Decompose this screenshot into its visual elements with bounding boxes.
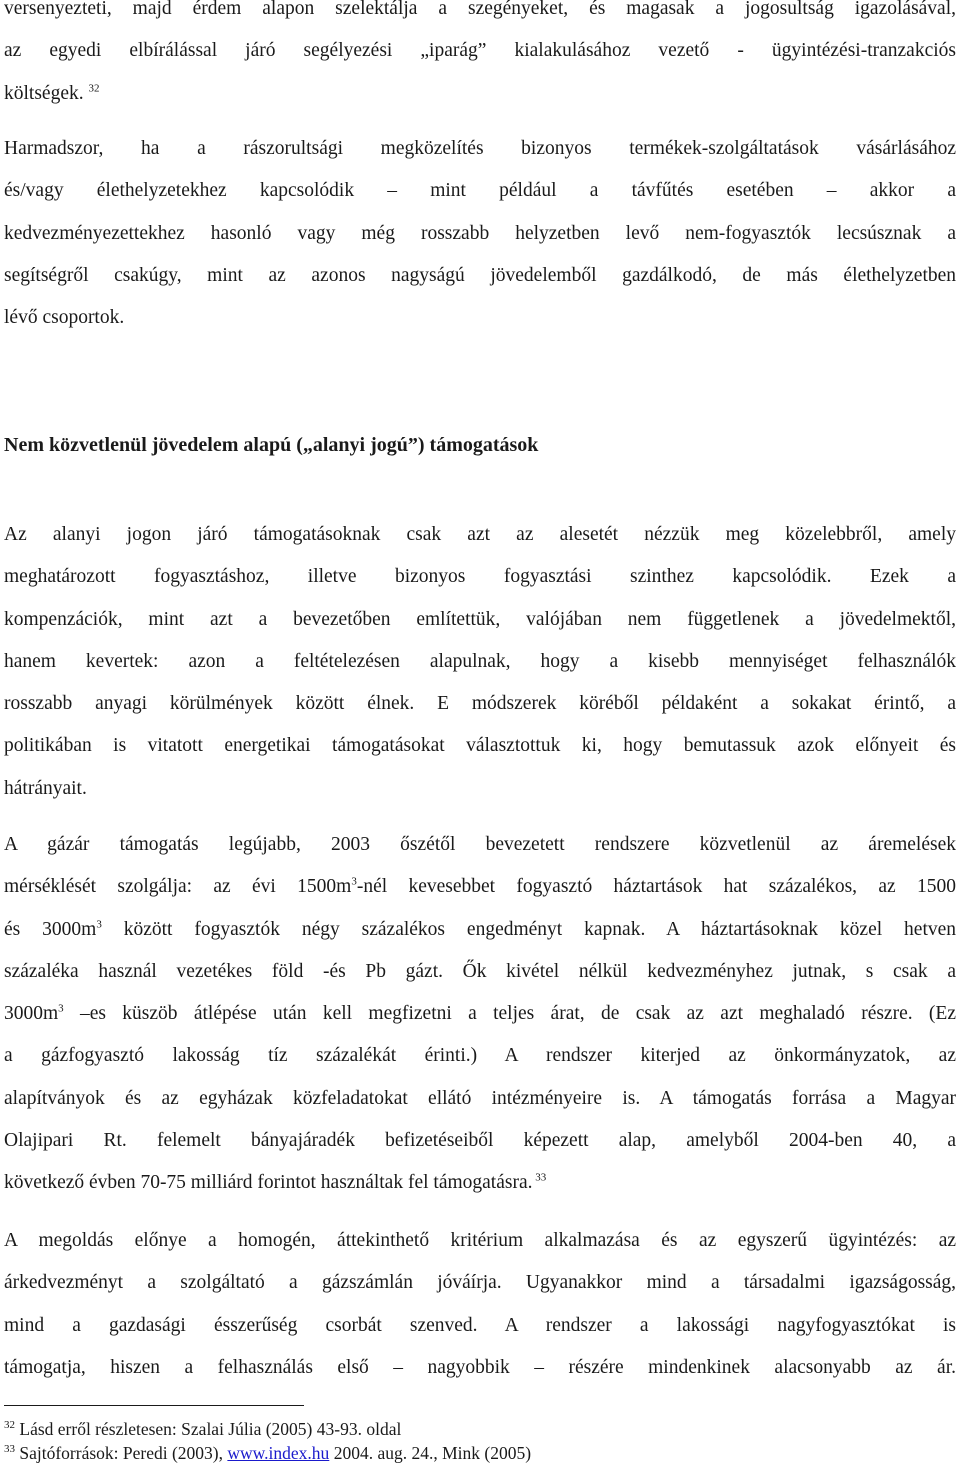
text-line: százaléka használ vezetékes föld -és Pb gázt. Ők kivétel nélkül kedvezményhez jutnak, s csak a <box>4 960 956 982</box>
text-line: Harmadszor, ha a rászorultsági megközelítés bizonyos termékek-szolgáltatások vásárlásához <box>4 138 957 159</box>
paragraph-megoldas <box>4 1220 956 1389</box>
text-line: Az alanyi jogon járó támogatásoknak csak azt az alesetét nézzük meg közelebbről, amely <box>4 524 956 545</box>
section-heading: Nem közvetlenül jövedelem alapú („alanyi jogú”) támogatások <box>4 434 539 456</box>
text-fragment: -nél kevesebbet fogyasztó háztartások hat százalékos, az 1500 <box>356 876 956 898</box>
text-line: árkedvezményt a szolgáltató a gázszámlán jóváírja. Ugyanakkor mind a társadalmi igazságosság, <box>4 1272 957 1294</box>
superscript: 3 <box>96 918 102 931</box>
footnote-ref-33: 33 <box>532 1171 547 1184</box>
footnote-separator <box>4 1405 304 1406</box>
paragraph-alanyi <box>4 514 956 810</box>
footnote-32 <box>4 1418 956 1440</box>
footnote-number: 32 <box>4 1419 15 1432</box>
text-fragment: –es küszöb átlépése után kell megfizetni a teljes árat, de csak az azt meghaladó részre. (Ez <box>63 1003 956 1025</box>
text-line: rosszabb anyagi körülmények között élnek. E módszerek köréből példaként a sokakat érintő, a <box>4 693 956 715</box>
footnote-text: 2004. aug. 24., Mink (2005) <box>329 1443 532 1463</box>
paragraph-gazar <box>4 824 956 1205</box>
footnote-link[interactable]: www.index.hu <box>227 1443 330 1463</box>
text-line: és/vagy élethelyzetekhez kapcsolódik – mint például a távfűtés esetében – akkor a <box>4 180 956 202</box>
paragraph-third-point <box>4 128 956 339</box>
text-line <box>4 1162 956 1204</box>
text-line <box>4 73 956 115</box>
text-line: versenyezteti, majd érdem alapon szelektálja a szegényeket, és magasak a jogosultság igazolásával, <box>4 0 957 19</box>
text-fragment: mérséklését szolgálja: az évi 1500m <box>4 876 352 898</box>
text-fragment: és 3000m <box>4 918 97 940</box>
text-line: meghatározott fogyasztáshoz, illetve bizonyos fogyasztási szinthez kapcsolódik. Ezek a <box>4 566 956 588</box>
footnote-ref-32: 32 <box>88 82 100 95</box>
superscript: 3 <box>351 875 357 888</box>
text-line: kompenzációk, mint azt a bevezetőben említettük, valójában nem függetlenek a jövedelmektől, <box>4 608 956 630</box>
text-fragment: következő évben 70-75 milliárd forintot használtak fel támogatásra. <box>4 1172 533 1194</box>
text-line: lévő csoportok. <box>4 307 125 329</box>
text-fragment: 3000m <box>4 1003 59 1025</box>
footnote-text: Sajtóforrások: Peredi (2003), <box>15 1443 228 1463</box>
text-line: támogatja, hiszen a felhasználás első – nagyobbik – részére mindenkinek alacsonyabb az ár. <box>4 1356 956 1378</box>
text-fragment: költségek. <box>4 82 84 104</box>
text-line: politikában is vitatott energetikai támogatásokat választottuk ki, hogy bemutassuk azok előnyeit és <box>4 735 956 757</box>
text-line <box>4 909 956 951</box>
footnote-text: Lásd erről részletesen: Szalai Júlia (2005) 43-93. oldal <box>15 1419 402 1439</box>
text-line: mind a gazdasági ésszerűség csorbát szenved. A rendszer a lakossági nagyfogyasztókat is <box>4 1314 956 1336</box>
paragraph-intro <box>4 0 956 115</box>
text-line: hanem kevertek: azon a feltételezésen alapulnak, hogy a kisebb mennyiséget felhasználók <box>4 650 956 672</box>
text-line: hátrányait. <box>4 777 87 799</box>
text-line: a gázfogyasztó lakosság tíz százalékát érinti.) A rendszer kiterjed az önkormányzatok, az <box>4 1045 956 1067</box>
text-line: segítségről csakúgy, mint az azonos nagyságú jövedelemből gazdálkodó, de más élethelyzetben <box>4 264 957 286</box>
text-line <box>4 993 956 1035</box>
footnote-number: 33 <box>4 1443 15 1456</box>
text-line: A gázár támogatás legújabb, 2003 őszétől bevezetett rendszere közvetlenül az áremelések <box>4 834 956 855</box>
text-line: Olajipari Rt. felemelt bányajáradék befizetéseiből képezett alap, amelyből 2004-ben 40, a <box>4 1130 957 1152</box>
text-line: A megoldás előnye a homogén, áttekinthető kritérium alkalmazása és az egyszerű ügyintézés: az <box>4 1230 957 1251</box>
text-line: az egyedi elbírálással járó segélyezési „iparág” kialakulásához vezető - ügyintézési-tranzakciós <box>4 40 956 62</box>
text-fragment: között fogyasztók négy százalékos engedményt kapnak. A háztartásoknak közel hetven <box>101 918 957 940</box>
text-line: alapítványok és az egyházak közfeladatokat ellátó intézményeire is. A támogatás forrása a Magyar <box>4 1087 957 1109</box>
superscript: 3 <box>58 1002 64 1015</box>
text-line: kedvezményezettekhez hasonló vagy még rosszabb helyzetben levő nem-fogyasztók lecsúsznak a <box>4 222 956 244</box>
text-line <box>4 866 956 908</box>
footnote-33 <box>4 1442 956 1464</box>
